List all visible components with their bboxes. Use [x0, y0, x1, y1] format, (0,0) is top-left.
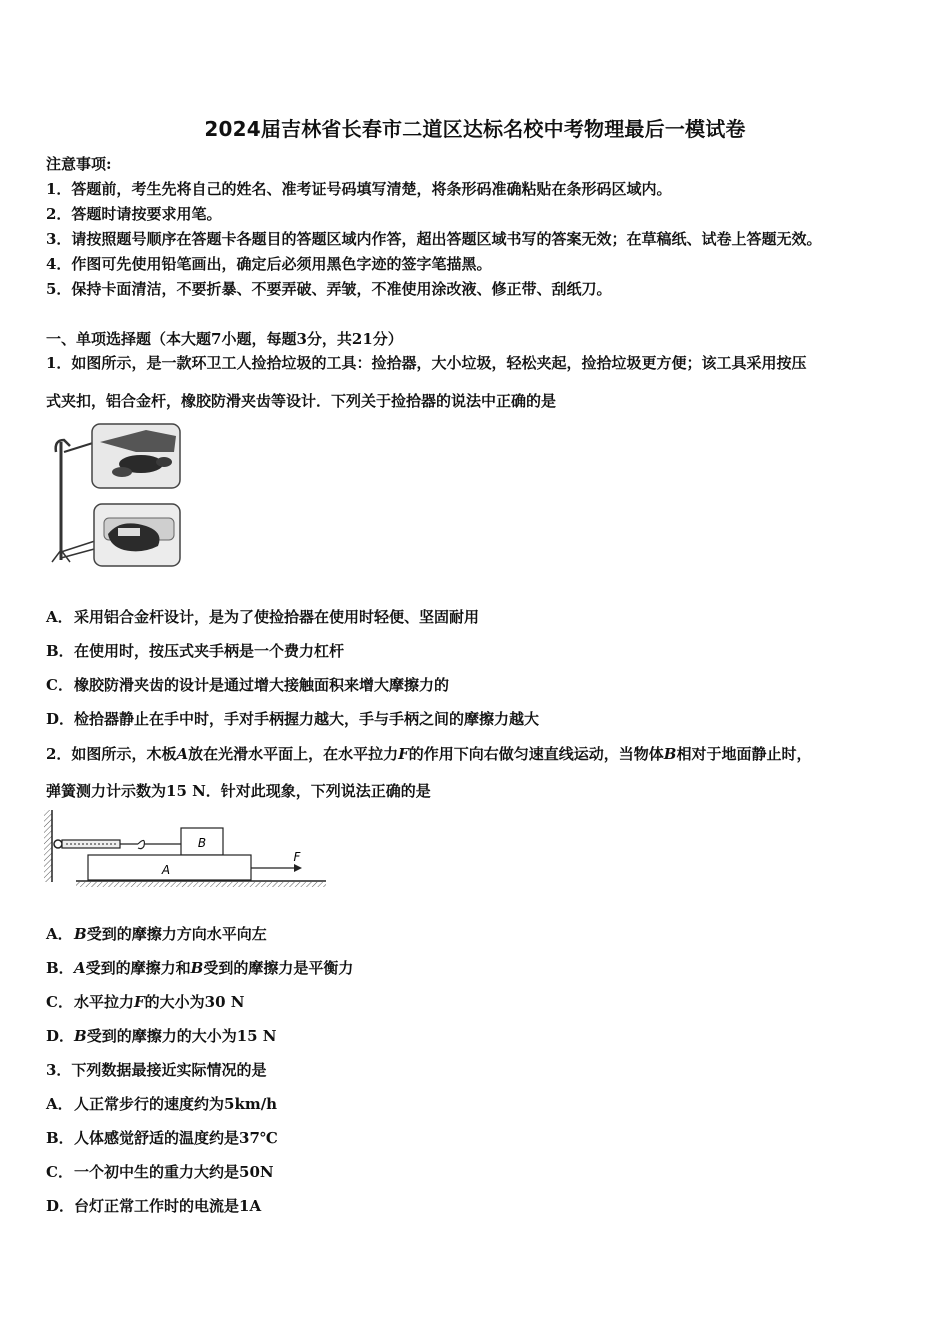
var-f: F [134, 993, 145, 1011]
q1-stem-line2: 式夹扣，铝合金杆，橡胶防滑夹齿等设计．下列关于捡拾器的说法中正确的是 [46, 392, 557, 410]
page-title: 2024届吉林省长春市二道区达标名校中考物理最后一模试卷 [204, 117, 746, 141]
picker-tool-figure [46, 422, 186, 570]
q2-text: 放在光滑水平面上，在水平拉力 [188, 745, 399, 763]
option-key: D． [46, 1197, 75, 1215]
option-text: 采用铝合金杆设计，是为了使捡拾器在使用时轻便、坚固耐用 [74, 608, 480, 626]
option-text: 的大小为30 N [144, 993, 245, 1011]
label-force-f: F [293, 850, 301, 864]
q2-option-c [46, 991, 244, 1012]
var-a: A [74, 959, 86, 977]
spring-block-figure [40, 808, 330, 890]
option-text: 人体感觉舒适的温度约是37℃ [74, 1129, 278, 1147]
var-b: B [74, 925, 87, 943]
q2-option-d [46, 1025, 277, 1046]
q1-option-b [46, 640, 344, 661]
section-heading: 一、单项选择题（本大题7小题，每题3分，共21分） [46, 330, 403, 348]
label-board-a: A [161, 863, 171, 877]
notice-item: 4．作图可先使用铅笔画出，确定后必须用黑色字迹的签字笔描黑。 [46, 255, 492, 273]
option-text: 受到的摩擦力和 [85, 959, 191, 977]
q2-text: 相对于地面静止时， [676, 745, 812, 763]
option-key: D． [46, 1027, 75, 1045]
option-key: D． [46, 710, 75, 728]
notice-heading: 注意事项: [46, 155, 112, 173]
option-key: C． [46, 1163, 73, 1181]
option-key: B． [46, 959, 74, 977]
notice-item: 5．保持卡面清洁，不要折暴、不要弄破、弄皱，不准使用涂改液、修正带、刮纸刀。 [46, 280, 612, 298]
notice-item: 3．请按照题号顺序在答题卡各题目的答题区域内作答，超出答题区域书写的答案无效；在草稿纸、试卷上答题无效。 [46, 230, 822, 248]
option-key: C． [46, 676, 73, 694]
option-text: 受到的摩擦力方向水平向左 [86, 925, 267, 943]
option-key: A． [46, 1095, 73, 1113]
var-b: B [663, 745, 677, 763]
var-f: F [398, 745, 409, 763]
option-key: A． [46, 925, 73, 943]
var-b: B [190, 959, 204, 977]
q3-option-d [46, 1195, 261, 1216]
option-text: 水平拉力 [74, 993, 135, 1011]
option-text: 橡胶防滑夹齿的设计是通过增大接触面积来增大摩擦力的 [74, 676, 450, 694]
option-key: B． [46, 1129, 74, 1147]
q3-option-c [46, 1161, 274, 1182]
notice-item: 1．答题前，考生先将自己的姓名、准考证号码填写清楚，将条形码准确粘贴在条形码区域内。 [46, 180, 672, 198]
q2-option-b [46, 957, 353, 978]
option-text: 人正常步行的速度约为5km/h [74, 1095, 278, 1113]
q3-option-a [46, 1093, 277, 1114]
var-b: B [74, 1027, 87, 1045]
option-key: C． [46, 993, 73, 1011]
option-text: 台灯正常工作时的电流是1A [74, 1197, 262, 1215]
option-text: 在使用时，按压式夹手柄是一个费力杠杆 [74, 642, 345, 660]
label-block-b: B [197, 836, 207, 850]
q1-stem-line1: 1．如图所示，是一款环卫工人捡拾垃圾的工具：捡拾器，大小垃圾，轻松夹起，捡拾垃圾更方便；该工具采用按压 [46, 354, 807, 372]
q2-text: 的作用下向右做匀速直线运动，当物体 [408, 745, 664, 763]
q3-stem: 3．下列数据最接近实际情况的是 [46, 1061, 267, 1079]
var-a: A [176, 745, 189, 763]
q2-stem-line1 [46, 743, 811, 764]
q2-stem-line2: 弹簧测力计示数为15 N．针对此现象，下列说法正确的是 [46, 782, 431, 800]
option-key: B． [46, 642, 74, 660]
option-text: 检拾器静止在手中时，手对手柄握力越大，手与手柄之间的摩擦力越大 [74, 710, 540, 728]
q1-option-c [46, 674, 449, 695]
q2-text: 2．如图所示，木板 [46, 745, 177, 763]
option-text: 受到的摩擦力是平衡力 [203, 959, 354, 977]
q2-option-a [46, 923, 267, 944]
q1-option-d [46, 708, 539, 729]
notice-item: 2．答题时请按要求用笔。 [46, 205, 222, 223]
q1-option-a [46, 606, 479, 627]
option-key: A． [46, 608, 73, 626]
option-text: 受到的摩擦力的大小为15 N [86, 1027, 277, 1045]
option-text: 一个初中生的重力大约是50N [74, 1163, 274, 1181]
q3-option-b [46, 1127, 278, 1148]
